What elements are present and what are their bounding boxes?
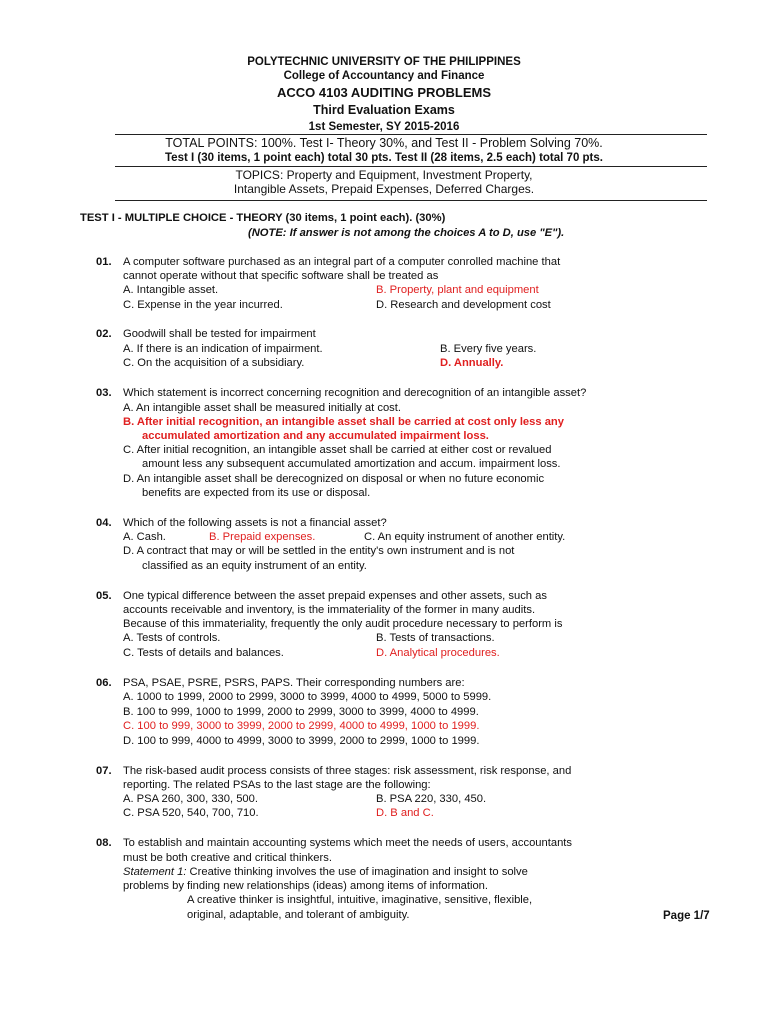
divider (115, 200, 707, 201)
choice-d: D. Research and development cost (376, 299, 551, 311)
question-text: PSA, PSAE, PSRE, PSRS, PAPS. Their corresponding numbers are: (123, 677, 465, 689)
question-text: reporting. The related PSAs to the last stage are the following: (123, 779, 431, 791)
question-text: accounts receivable and inventory, is the immateriality of the former in many audits. (123, 604, 536, 616)
divider (115, 134, 707, 135)
question-text: cannot operate without that specific software shall be treated as (123, 270, 439, 282)
choice-d: D. An intangible asset shall be derecognized on disposal or when no future economic (123, 473, 545, 485)
choice-d: D. A contract that may or will be settled in the entity's own instrument and is not (123, 545, 515, 557)
choice-b: B. Tests of transactions. (376, 632, 495, 644)
choice-a: A. 1000 to 1999, 2000 to 2999, 3000 to 3999, 4000 to 4999, 5000 to 5999. (123, 691, 492, 703)
question-text: One typical difference between the asset prepaid expenses and other assets, such as (123, 590, 547, 602)
statement-1 (123, 865, 528, 879)
choice-b: B. PSA 220, 330, 450. (376, 793, 487, 805)
question-text: A computer software purchased as an integral part of a computer conrolled machine that (123, 256, 561, 268)
question-number: 04. (96, 517, 112, 529)
question-text: problems by finding new relationships (ideas) among items of information. (123, 880, 489, 892)
test1-note: (NOTE: If answer is not among the choices A to D, use "E"). (248, 227, 565, 239)
question-text: A creative thinker is insightful, intuitive, imaginative, sensitive, flexible, (187, 894, 533, 906)
choice-b-answer: accumulated amortization and any accumulated impairment loss. (142, 430, 489, 442)
choice-d: benefits are expected from its use or disposal. (142, 487, 371, 499)
choice-a: A. PSA 260, 300, 330, 500. (123, 793, 258, 805)
question-text: Because of this immateriality, frequently the only audit procedure necessary to perform is (123, 618, 563, 630)
college-name: College of Accountancy and Finance (283, 70, 485, 82)
question-text: Which of the following assets is not a financial asset? (123, 517, 387, 529)
choice-d-answer: D. B and C. (376, 807, 434, 819)
question-number: 02. (96, 328, 112, 340)
page-number: Page 1/7 (663, 910, 710, 922)
choice-b-answer: B. Prepaid expenses. (209, 531, 316, 543)
choice-a: A. Tests of controls. (123, 632, 221, 644)
question-text: To establish and maintain accounting systems which meet the needs of users, accountants (123, 837, 572, 849)
choice-c: C. After initial recognition, an intangible asset shall be carried at either cost or revalued (123, 444, 552, 456)
choice-c: C. PSA 520, 540, 700, 710. (123, 807, 259, 819)
choice-a: A. An intangible asset shall be measured initially at cost. (123, 402, 401, 414)
divider (115, 166, 707, 167)
question-text: must be both creative and critical thinkers. (123, 852, 332, 864)
semester: 1st Semester, SY 2015-2016 (308, 121, 460, 133)
question-number: 06. (96, 677, 112, 689)
choice-c-answer: C. 100 to 999, 3000 to 3999, 2000 to 2999, 4000 to 4999, 1000 to 1999. (123, 720, 480, 732)
topics-line-1: TOPICS: Property and Equipment, Investment Property, (235, 168, 533, 182)
university-name: POLYTECHNIC UNIVERSITY OF THE PHILIPPINES (247, 56, 521, 68)
choice-a: A. Cash. (123, 531, 166, 543)
topics-line-2: Intangible Assets, Prepaid Expenses, Deferred Charges. (233, 182, 535, 196)
course-title: ACCO 4103 AUDITING PROBLEMS (276, 85, 492, 100)
choice-c: C. Tests of details and balances. (123, 647, 284, 659)
question-number: 08. (96, 837, 112, 849)
choice-d-answer: D. Analytical procedures. (376, 647, 500, 659)
test1-title: TEST I - MULTIPLE CHOICE - THEORY (30 items, 1 point each). (30%) (80, 212, 446, 224)
choice-b: B. Every five years. (440, 343, 537, 355)
choice-b-answer: B. Property, plant and equipment (376, 284, 539, 296)
points-breakdown: Test I (30 items, 1 point each) total 30 pts. Test II (28 items, 2.5 each) total 70 pts. (165, 152, 603, 164)
question-number: 01. (96, 256, 112, 268)
statement-text: Creative thinking involves the use of imagination and insight to solve (186, 866, 528, 878)
choice-c: C. An equity instrument of another entity. (364, 531, 566, 543)
question-number: 03. (96, 387, 112, 399)
choice-b: B. 100 to 999, 1000 to 1999, 2000 to 2999, 3000 to 3999, 4000 to 4999. (123, 706, 479, 718)
total-points: TOTAL POINTS: 100%. Test I- Theory 30%, and Test II - Problem Solving 70%. (165, 136, 603, 150)
question-number: 07. (96, 765, 112, 777)
choice-a: A. Intangible asset. (123, 284, 219, 296)
exam-title: Third Evaluation Exams (313, 103, 455, 117)
question-text: Goodwill shall be tested for impairment (123, 328, 316, 340)
question-text: The risk-based audit process consists of three stages: risk assessment, risk response, and (123, 765, 572, 777)
question-text: Which statement is incorrect concerning recognition and derecognition of an intangible asset? (123, 387, 587, 399)
choice-d: classified as an equity instrument of an entity. (142, 560, 367, 572)
question-number: 05. (96, 590, 112, 602)
choice-c: C. Expense in the year incurred. (123, 299, 283, 311)
choice-c: C. On the acquisition of a subsidiary. (123, 357, 305, 369)
statement-label: Statement 1: (123, 866, 187, 878)
choice-b-answer: B. After initial recognition, an intangible asset shall be carried at cost only less any (123, 416, 564, 428)
question-text: original, adaptable, and tolerant of ambiguity. (187, 909, 410, 921)
choice-d-answer: D. Annually. (440, 357, 504, 369)
choice-d: D. 100 to 999, 4000 to 4999, 3000 to 3999, 2000 to 2999, 1000 to 1999. (123, 735, 480, 747)
choice-c: amount less any subsequent accumulated amortization and accum. impairment loss. (142, 458, 561, 470)
choice-a: A. If there is an indication of impairment. (123, 343, 323, 355)
